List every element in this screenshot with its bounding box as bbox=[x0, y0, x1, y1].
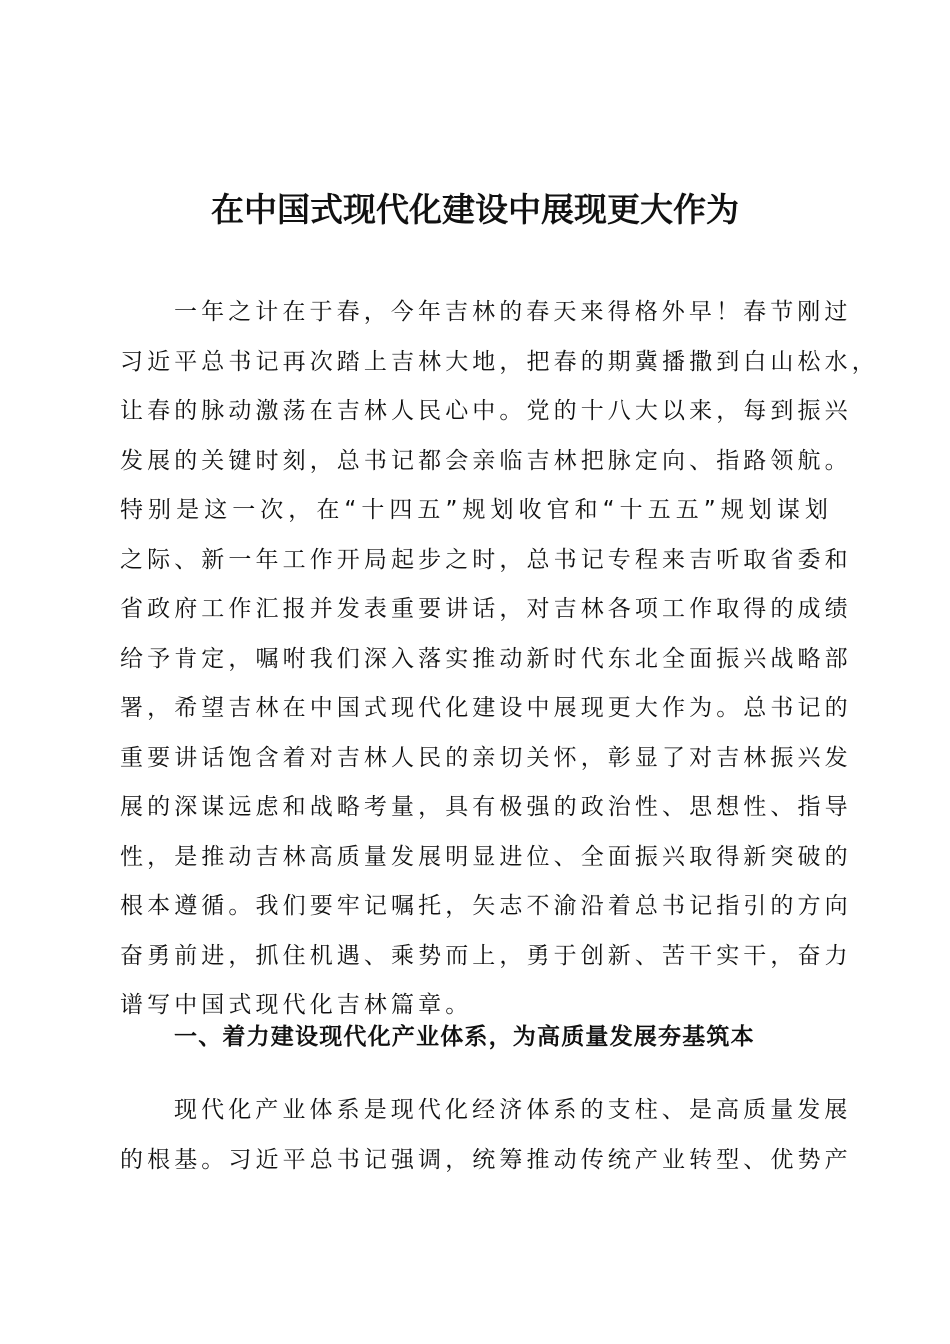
section-heading: 一、着力建设现代化产业体系，为高质量发展夯基筑本 bbox=[174, 1024, 755, 1050]
paragraph-line: 特别是这一次，在“十四五”规划收官和“十五五”规划谋划 bbox=[120, 497, 832, 523]
document-title: 在中国式现代化建设中展现更大作为 bbox=[211, 190, 739, 229]
paragraph-line: 习近平总书记再次踏上吉林大地，把春的期冀播撒到白山松水， bbox=[120, 348, 879, 375]
paragraph-line: 根本遵循。我们要牢记嘱托，矢志不渝沿着总书记指引的方向 bbox=[120, 893, 852, 919]
paragraph-line: 谱写中国式现代化吉林篇章。 bbox=[120, 992, 473, 1018]
paragraph-line: 给予肯定，嘱咐我们深入落实推动新时代东北全面振兴战略部 bbox=[120, 645, 852, 672]
paragraph-line: 让春的脉动激荡在吉林人民心中。党的十八大以来，每到振兴 bbox=[120, 398, 852, 424]
paragraph-section-1 bbox=[120, 1086, 852, 1185]
paragraph-line: 性，是推动吉林高质量发展明显进位、全面振兴取得新突破的 bbox=[120, 843, 852, 870]
paragraph-line: 奋勇前进，抓住机遇、乘势而上，勇于创新、苦干实干，奋力 bbox=[120, 942, 852, 969]
paragraph-line: 展的深谋远虑和战略考量，具有极强的政治性、思想性、指导 bbox=[120, 794, 852, 820]
paragraph-line: 现代化产业体系是现代化经济体系的支柱、是高质量发展 bbox=[174, 1097, 852, 1123]
paragraph-line: 重要讲话饱含着对吉林人民的亲切关怀，彰显了对吉林振兴发 bbox=[120, 744, 852, 771]
paragraph-intro bbox=[120, 288, 879, 1031]
paragraph-line: 署，希望吉林在中国式现代化建设中展现更大作为。总书记的 bbox=[120, 695, 852, 721]
paragraph-line: 之际、新一年工作开局起步之时，总书记专程来吉听取省委和 bbox=[120, 546, 852, 573]
paragraph-line: 发展的关键时刻，总书记都会亲临吉林把脉定向、指路领航。 bbox=[120, 447, 852, 474]
paragraph-line: 的根基。习近平总书记强调，统筹推动传统产业转型、优势产 bbox=[120, 1146, 852, 1173]
paragraph-line: 一年之计在于春，今年吉林的春天来得格外早！春节刚过 bbox=[174, 299, 852, 325]
paragraph-line: 省政府工作汇报并发表重要讲话，对吉林各项工作取得的成绩 bbox=[120, 596, 852, 622]
